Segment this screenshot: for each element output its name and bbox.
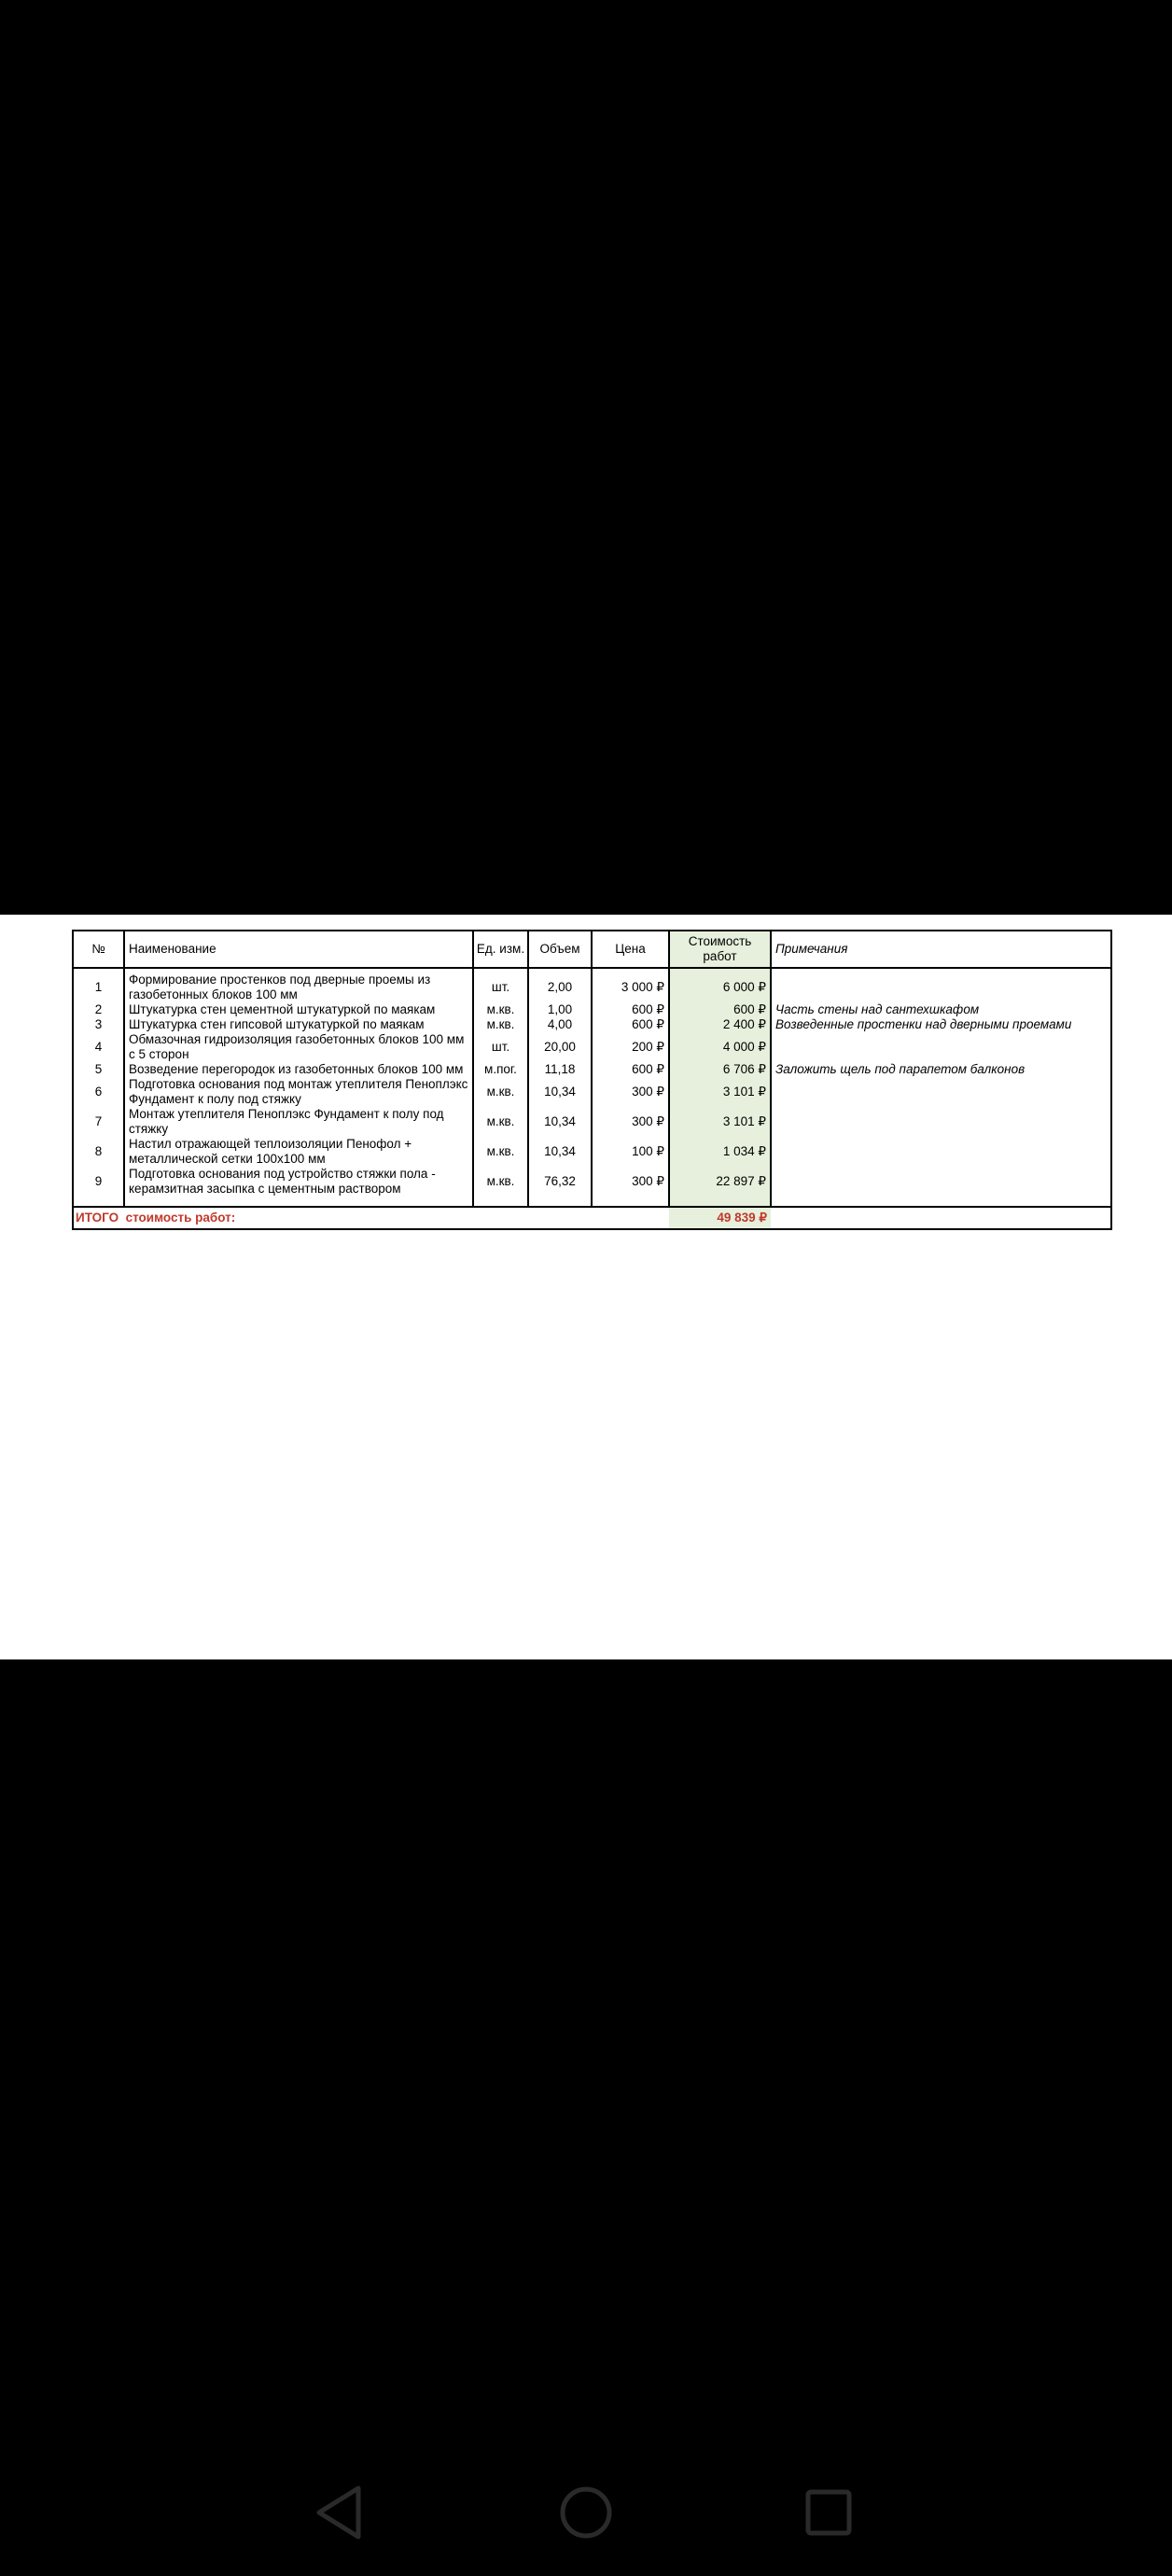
cell-volume: 4,00 <box>528 1017 592 1032</box>
cell-cost: 22 897 ₽ <box>669 1167 771 1207</box>
table-header-row <box>73 931 1111 968</box>
cell-num: 1 <box>73 968 124 1002</box>
cell-volume: 11,18 <box>528 1062 592 1077</box>
cell-num: 8 <box>73 1137 124 1167</box>
cell-price: 600 ₽ <box>592 1002 669 1017</box>
cell-unit: м.кв. <box>473 1167 528 1207</box>
cell-name: Монтаж утеплителя Пеноплэкс Фундамент к полу под стяжку <box>124 1107 473 1137</box>
table-row <box>73 1002 1111 1017</box>
cell-volume: 20,00 <box>528 1032 592 1062</box>
cell-unit: м.кв. <box>473 1137 528 1167</box>
cell-name: Штукатурка стен цементной штукатуркой по маякам <box>124 1002 473 1017</box>
cell-unit: шт. <box>473 968 528 1002</box>
total-value: 49 839 ₽ <box>669 1207 771 1229</box>
cell-volume: 1,00 <box>528 1002 592 1017</box>
header-cost: Стоимость работ <box>669 931 771 968</box>
cell-num: 5 <box>73 1062 124 1077</box>
cell-name: Настил отражающей теплоизоляции Пенофол + металлической сетки 100х100 мм <box>124 1137 473 1167</box>
cell-note <box>771 1032 1111 1062</box>
cell-num: 4 <box>73 1032 124 1062</box>
total-notes-cell <box>771 1207 1111 1229</box>
cell-unit: м.кв. <box>473 1077 528 1107</box>
cell-name: Подготовка основания под устройство стяжки пола - керамзитная засыпка с цементным раствором <box>124 1167 473 1207</box>
table-row <box>73 1137 1111 1167</box>
cell-cost: 4 000 ₽ <box>669 1032 771 1062</box>
cell-note: Заложить щель под парапетом балконов <box>771 1062 1111 1077</box>
table-row <box>73 1107 1111 1137</box>
cell-cost: 6 000 ₽ <box>669 968 771 1002</box>
total-label: ИТОГО стоимость работ: <box>73 1207 669 1229</box>
cell-note <box>771 1137 1111 1167</box>
recent-square-icon[interactable] <box>799 2483 858 2542</box>
cell-cost: 3 101 ₽ <box>669 1107 771 1137</box>
table-row <box>73 1032 1111 1062</box>
table-row <box>73 1017 1111 1032</box>
cell-num: 2 <box>73 1002 124 1017</box>
cell-price: 300 ₽ <box>592 1077 669 1107</box>
header-notes: Примечания <box>771 931 1111 968</box>
header-num: № <box>73 931 124 968</box>
cell-name: Обмазочная гидроизоляция газобетонных блоков 100 мм с 5 сторон <box>124 1032 473 1062</box>
cell-unit: м.пог. <box>473 1062 528 1077</box>
table-row <box>73 968 1111 1002</box>
cell-note: Возведенные простенки над дверными проемами <box>771 1017 1111 1032</box>
cell-name: Штукатурка стен гипсовой штукатуркой по маякам <box>124 1017 473 1032</box>
table-row <box>73 1167 1111 1207</box>
header-name: Наименование <box>124 931 473 968</box>
cell-volume: 10,34 <box>528 1077 592 1107</box>
cell-cost: 6 706 ₽ <box>669 1062 771 1077</box>
header-volume: Объем <box>528 931 592 968</box>
cell-name: Возведение перегородок из газобетонных блоков 100 мм <box>124 1062 473 1077</box>
total-row <box>73 1207 1111 1229</box>
header-unit: Ед. изм. <box>473 931 528 968</box>
cell-note <box>771 1077 1111 1107</box>
cell-unit: м.кв. <box>473 1002 528 1017</box>
table-body <box>73 968 1111 1207</box>
cell-cost: 3 101 ₽ <box>669 1077 771 1107</box>
cell-unit: м.кв. <box>473 1017 528 1032</box>
cell-price: 600 ₽ <box>592 1062 669 1077</box>
cell-num: 3 <box>73 1017 124 1032</box>
cell-note <box>771 1167 1111 1207</box>
cell-num: 7 <box>73 1107 124 1137</box>
cell-num: 9 <box>73 1167 124 1207</box>
cell-name: Формирование простенков под дверные проемы из газобетонных блоков 100 мм <box>124 968 473 1002</box>
back-triangle-icon[interactable] <box>312 2483 371 2542</box>
cell-volume: 2,00 <box>528 968 592 1002</box>
cell-price: 100 ₽ <box>592 1137 669 1167</box>
cell-cost: 1 034 ₽ <box>669 1137 771 1167</box>
cell-price: 200 ₽ <box>592 1032 669 1062</box>
cell-price: 300 ₽ <box>592 1167 669 1207</box>
cell-volume: 10,34 <box>528 1107 592 1137</box>
cell-name: Подготовка основания под монтаж утеплителя Пеноплэкс Фундамент к полу под стяжку <box>124 1077 473 1107</box>
cell-num: 6 <box>73 1077 124 1107</box>
table-row <box>73 1077 1111 1107</box>
home-circle-icon[interactable] <box>556 2483 616 2542</box>
cell-price: 600 ₽ <box>592 1017 669 1032</box>
cell-unit: м.кв. <box>473 1107 528 1137</box>
table-row <box>73 1062 1111 1077</box>
cell-cost: 600 ₽ <box>669 1002 771 1017</box>
document-page <box>0 915 1172 1659</box>
cell-cost: 2 400 ₽ <box>669 1017 771 1032</box>
cell-note <box>771 1107 1111 1137</box>
cell-price: 300 ₽ <box>592 1107 669 1137</box>
estimate-table <box>72 930 1112 1230</box>
cell-volume: 10,34 <box>528 1137 592 1167</box>
android-navigation-bar <box>0 2445 1172 2576</box>
cell-volume: 76,32 <box>528 1167 592 1207</box>
cell-note: Часть стены над сантехшкафом <box>771 1002 1111 1017</box>
cell-price: 3 000 ₽ <box>592 968 669 1002</box>
cell-unit: шт. <box>473 1032 528 1062</box>
cell-note <box>771 968 1111 1002</box>
header-price: Цена <box>592 931 669 968</box>
